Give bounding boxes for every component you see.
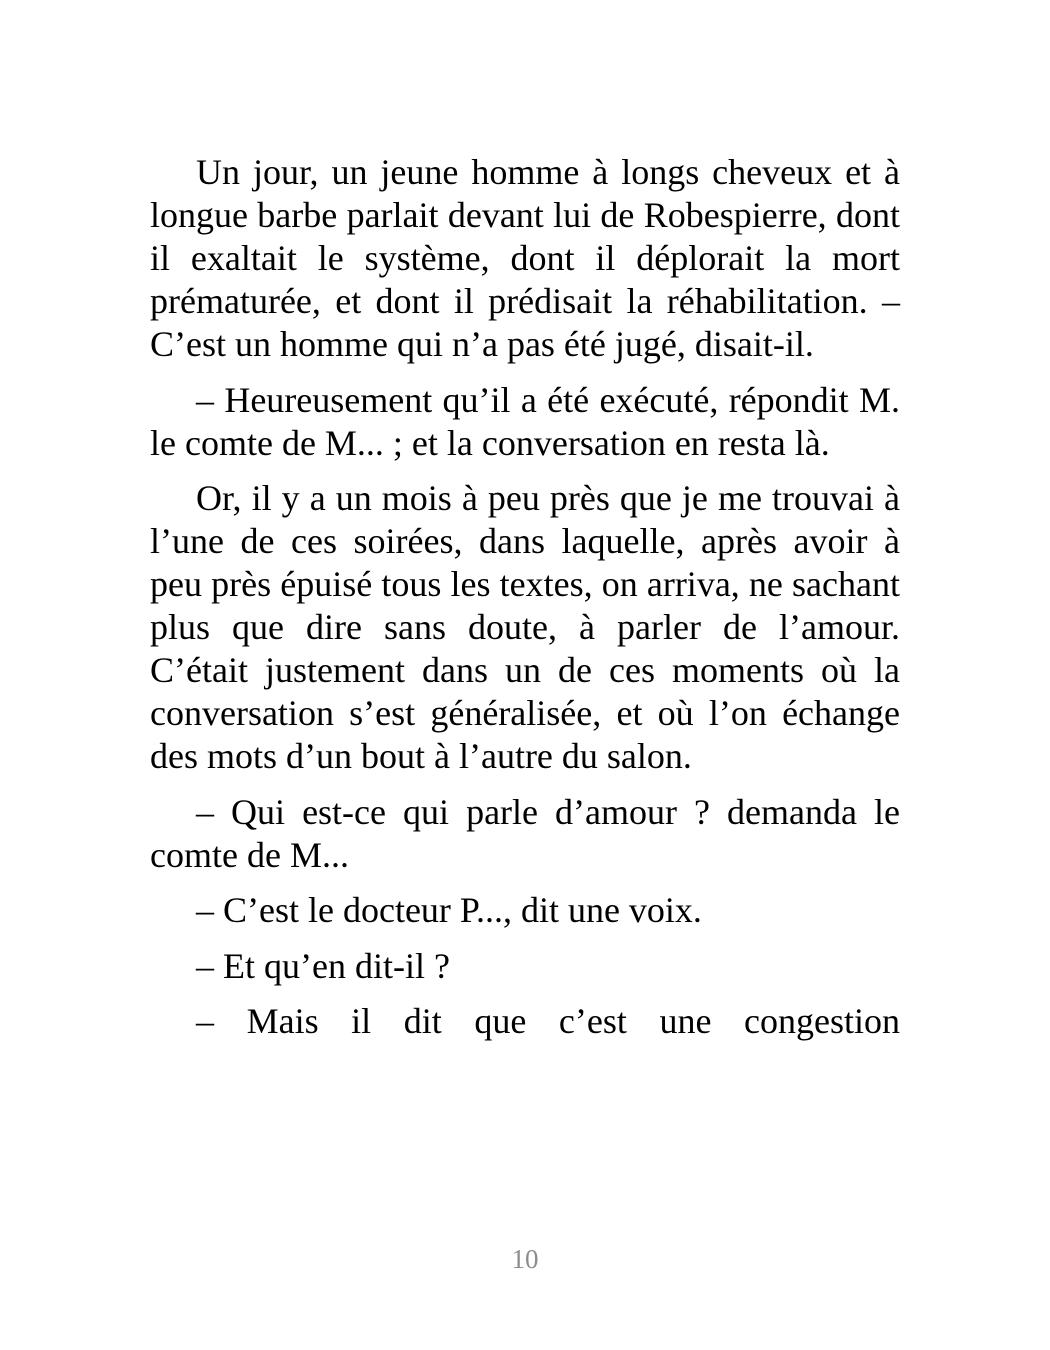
paragraph: – Mais il dit que c’est une congestion bbox=[196, 1001, 900, 1041]
paragraph: – C’est le docteur P..., dit une voix. bbox=[196, 890, 702, 930]
paragraph: Un jour, un jeune homme à longs cheveux et à longue barbe parlait devant lui de Robespierre, dont il exaltait le système, dont il déplorait la mort prématurée, et dont il prédisait la réhabilitation. – C’est un homme qui n’a pas été jugé, disait-il. bbox=[150, 152, 900, 364]
paragraph: – Et qu’en dit-il ? bbox=[196, 945, 450, 986]
page-body bbox=[150, 151, 900, 1043]
page-number: 10 bbox=[511, 1244, 539, 1274]
paragraph: – Qui est-ce qui parle d’amour ? demanda le comte de M... bbox=[150, 791, 900, 875]
paragraph: – Heureusement qu’il a été exécuté, répondit M. le comte de M... ; et la conversation en resta là. bbox=[150, 379, 900, 463]
paragraph: Or, il y a un mois à peu près que je me trouvai à l’une de ces soirées, dans laquelle, après avoir à peu près épuisé tous les textes, on arriva, ne sachant plus que dire sans doute, à parler de l’amour. C’était justement dans un de ces moments où la conversation s’est généralisée, et où l’on échange des mots d’un bout à l’autre du salon. bbox=[150, 478, 900, 776]
